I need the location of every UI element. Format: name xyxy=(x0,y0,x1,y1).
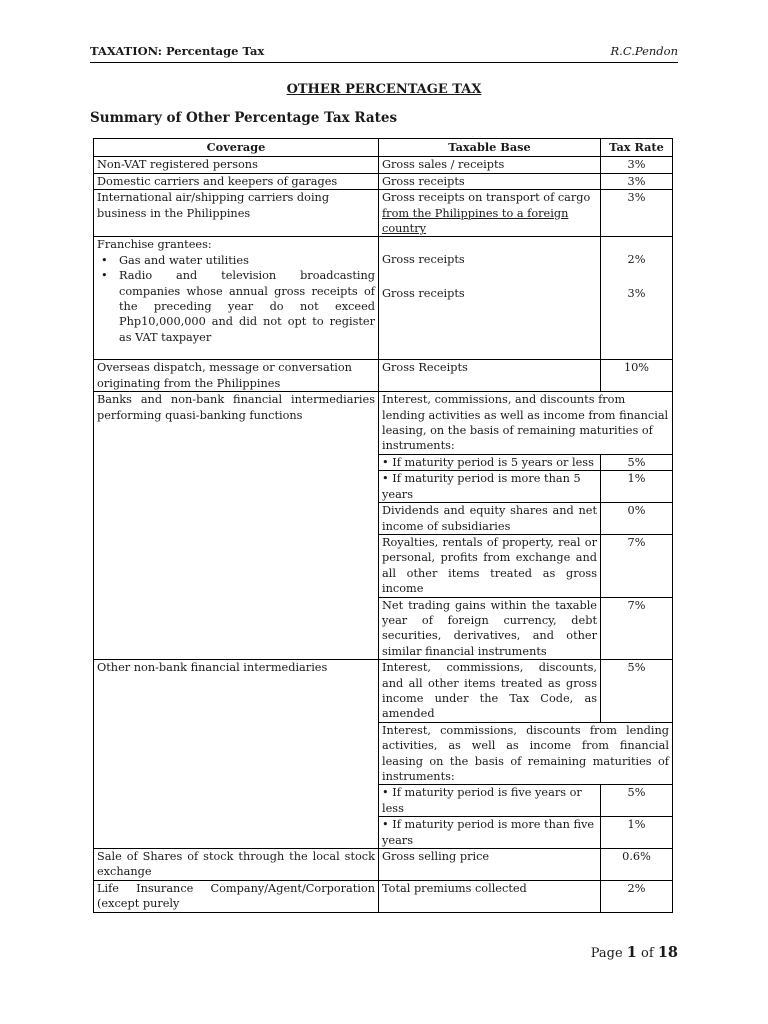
tax-rates-table xyxy=(93,138,673,913)
coverage-cell: Other non-bank financial intermediaries xyxy=(94,660,379,849)
base-cell: Gross sales / receipts xyxy=(379,157,601,173)
coverage-cell xyxy=(94,237,379,360)
table-row xyxy=(94,157,673,173)
rate-cell: 7% xyxy=(601,597,673,660)
base-cell: Interest, commissions, discounts, and all other items treated as gross income under the Tax Code, as amended xyxy=(379,660,601,723)
coverage-cell: Overseas dispatch, message or conversation originating from the Philippines xyxy=(94,360,379,392)
rate-cell: 5% xyxy=(601,660,673,723)
base-cell xyxy=(379,190,601,237)
column-header-taxable-base: Taxable Base xyxy=(379,139,601,157)
base-cell: Interest, commissions, and discounts from lending activities as well as income from financial leasing, on the basis of remaining maturities of instruments: xyxy=(379,392,673,455)
coverage-cell: Domestic carriers and keepers of garages xyxy=(94,173,379,189)
base-text: Gross receipts on transport of cargo xyxy=(382,191,591,205)
base-cell: Dividends and equity shares and net income of subsidiaries xyxy=(379,503,601,535)
header-title: TAXATION: Percentage Tax xyxy=(90,44,265,58)
base-cell: Gross Receipts xyxy=(379,360,601,392)
rate-cell: 0.6% xyxy=(601,849,673,881)
rate-cell: 10% xyxy=(601,360,673,392)
table-row xyxy=(94,360,673,392)
base-cell: Interest, commissions, discounts from lending activities, as well as income from financial leasing on the basis of remaining maturities of instruments: xyxy=(379,722,673,785)
base-cell: Gross receipts xyxy=(379,173,601,189)
coverage-cell: Life Insurance Company/Agent/Corporation (except purely xyxy=(94,880,379,912)
list-item: • Radio and television broadcasting companies whose annual gross receipts of the preceding year do not exceed Php10,000,000 and did not opt to register as VAT taxpayer xyxy=(119,268,375,345)
list-item: • Gas and water utilities xyxy=(119,253,375,268)
table-row xyxy=(94,392,673,455)
base-cell: • If maturity period is 5 years or less xyxy=(379,454,601,470)
franchise-list xyxy=(97,253,375,345)
rate-cell: 2% xyxy=(601,880,673,912)
column-header-coverage: Coverage xyxy=(94,139,379,157)
section-title: Summary of Other Percentage Tax Rates xyxy=(90,110,398,126)
coverage-cell: Banks and non-bank financial intermediaries performing quasi-banking functions xyxy=(94,392,379,660)
base-cell: Royalties, rentals of property, real or personal, profits from exchange and all other items treated as gross income xyxy=(379,534,601,597)
base-cell: Gross selling price xyxy=(379,849,601,881)
rate-cell: 0% xyxy=(601,503,673,535)
base-text: Gross receipts xyxy=(382,253,465,267)
of-word: of xyxy=(641,946,654,961)
coverage-cell: Sale of Shares of stock through the local stock exchange xyxy=(94,849,379,881)
coverage-cell: International air/shipping carriers doing business in the Philippines xyxy=(94,190,379,237)
rate-cell: 3% xyxy=(601,190,673,237)
page-number xyxy=(591,944,678,961)
table-header-row xyxy=(94,139,673,157)
base-underlined-text: from the Philippines to a foreign country xyxy=(382,206,569,236)
column-header-tax-rate: Tax Rate xyxy=(601,139,673,157)
table-row xyxy=(94,660,673,723)
rate-cell xyxy=(601,237,673,360)
rate-text: 2% xyxy=(627,253,646,267)
total-pages: 18 xyxy=(657,944,678,961)
base-cell: Net trading gains within the taxable year of foreign currency, debt securities, derivatives, and other similar financial instruments xyxy=(379,597,601,660)
rate-text: 3% xyxy=(627,286,646,300)
coverage-cell: Non-VAT registered persons xyxy=(94,157,379,173)
base-cell: • If maturity period is more than 5 years xyxy=(379,471,601,503)
rate-cell: 1% xyxy=(601,817,673,849)
base-cell xyxy=(379,237,601,360)
rate-cell: 1% xyxy=(601,471,673,503)
table-row xyxy=(94,849,673,881)
page-word: Page xyxy=(590,946,623,961)
table-row xyxy=(94,190,673,237)
current-page: 1 xyxy=(626,944,637,961)
rate-cell: 5% xyxy=(601,785,673,817)
table-row xyxy=(94,173,673,189)
base-cell: Total premiums collected xyxy=(379,880,601,912)
table-row xyxy=(94,880,673,912)
base-text: Gross receipts xyxy=(382,286,465,300)
base-cell: • If maturity period is more than five years xyxy=(379,817,601,849)
rate-cell: 5% xyxy=(601,454,673,470)
rate-cell: 3% xyxy=(601,157,673,173)
base-cell: • If maturity period is five years or less xyxy=(379,785,601,817)
rate-cell: 3% xyxy=(601,173,673,189)
page-title: OTHER PERCENTAGE TAX xyxy=(286,82,482,97)
header-author: R.C.Pendon xyxy=(610,44,678,58)
running-header xyxy=(90,44,678,63)
franchise-label: Franchise grantees: xyxy=(97,238,212,252)
table-row xyxy=(94,237,673,360)
rate-cell: 7% xyxy=(601,534,673,597)
